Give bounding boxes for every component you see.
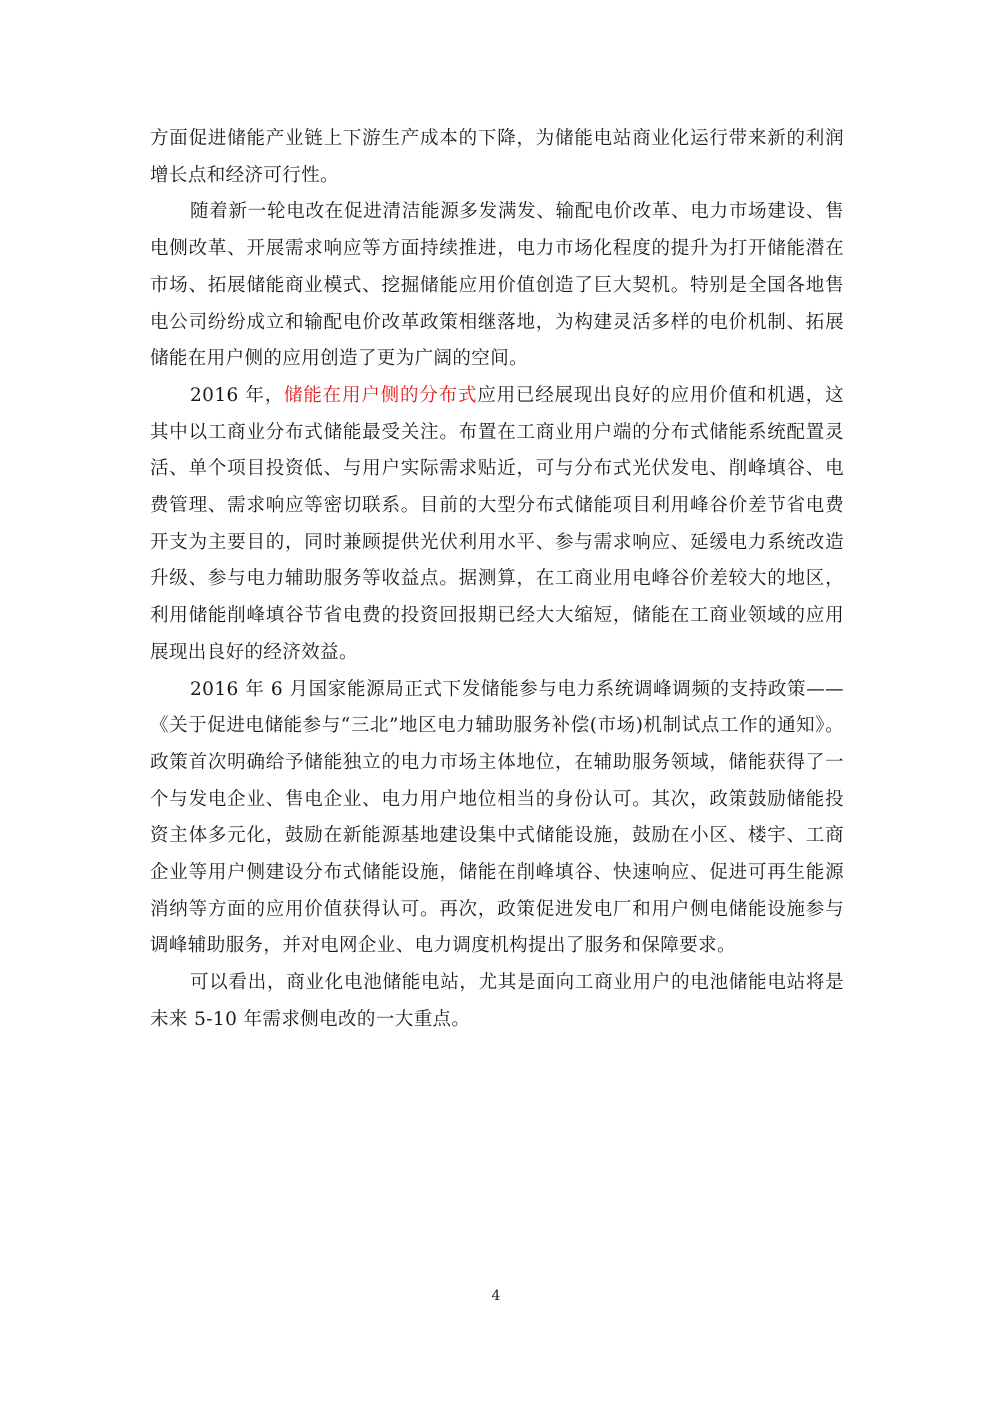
highlighted-phrase: 储能在用户侧的分布式 xyxy=(284,384,478,406)
paragraph-continuation: 方面促进储能产业链上下游生产成本的下降，为储能电站商业化运行带来新的利润增长点和经济可行性。 xyxy=(150,128,844,186)
paragraph-conclusion: 可以看出，商业化电池储能电站，尤其是面向工商业用户的电池储能电站将是未来 5-10 年需求侧电改的一大重点。 xyxy=(150,972,844,1030)
document-body xyxy=(150,121,844,1039)
paragraph-energy-policy: 2016 年 6 月国家能源局正式下发储能参与电力系统调峰调频的支持政策——《关于促进电储能参与“三北”地区电力辅助服务补偿(市场)机制试点工作的通知》。政策首次明确给予储能独立的电力市场主体地位，在辅助服务领域，储能获得了一个与发电企业、售电企业、电力用户地位相当的身份认可。其次，政策鼓励储能投资主体多元化，鼓励在新能源基地建设集中式储能设施，鼓励在小区、楼宇、工商企业等用户侧建设分布式储能设施，储能在削峰填谷、快速响应、促进可再生能源消纳等方面的应用价值获得认可。再次，政策促进发电厂和用户侧电储能设施参与调峰辅助服务，并对电网企业、电力调度机构提出了服务和保障要求。 xyxy=(150,678,844,957)
paragraph-electricity-reform: 随着新一轮电改在促进清洁能源多发满发、输配电价改革、电力市场建设、售电侧改革、开展需求响应等方面持续推进，电力市场化程度的提升为打开储能潜在市场、拓展储能商业模式、挖掘储能应用价值创造了巨大契机。特别是全国各地售电公司纷纷成立和输配电价改革政策相继落地，为构建灵活多样的电价机制、拓展储能在用户侧的应用创造了更为广阔的空间。 xyxy=(150,201,844,370)
page-number: 4 xyxy=(491,1288,501,1304)
paragraph-distributed-storage-lead: 2016 年， xyxy=(190,384,285,406)
paragraph-distributed-storage-body: 应用已经展现出良好的应用价值和机遇，这其中以工商业分布式储能最受关注。布置在工商业用户端的分布式储能系统配置灵活、单个项目投资低、与用户实际需求贴近，可与分布式光伏发电、削峰填谷、电费管理、需求响应等密切联系。目前的大型分布式储能项目利用峰谷价差节省电费开支为主要目的，同时兼顾提供光伏利用水平、参与需求响应、延缓电力系统改造升级、参与电力辅助服务等收益点。据测算，在工商业用电峰谷价差较大的地区，利用储能削峰填谷节省电费的投资回报期已经大大缩短，储能在工商业领域的应用展现出良好的经济效益。 xyxy=(150,384,844,663)
paragraph-distributed-storage xyxy=(150,378,844,672)
